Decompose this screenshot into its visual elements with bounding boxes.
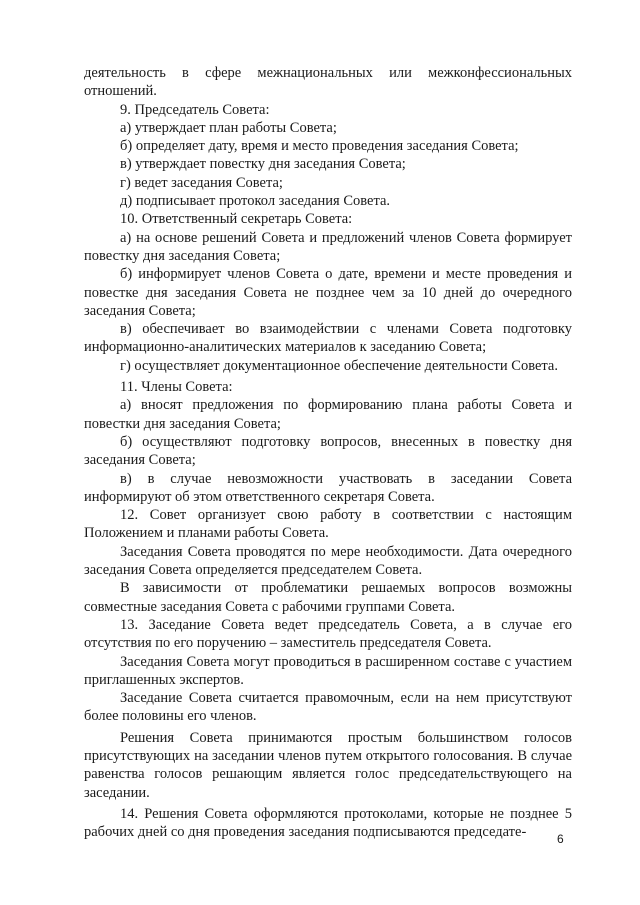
list-item: б) информирует членов Совета о дате, времени и месте проведения и повестке дня заседания Совета не позднее чем за 10 дней до очередного заседания Совета; <box>84 266 572 319</box>
paragraph: Решения Совета принимаются простым большинством голосов присутствующих на заседании членов путем открытого голосования. В случае равенства голосов решающим является голос председательствующего на заседании. <box>84 729 572 801</box>
list-item: г) осуществляет документационное обеспечение деятельности Совета. <box>120 357 558 374</box>
list-item: а) утверждает план работы Совета; <box>120 119 337 136</box>
paragraph: Заседания Совета могут проводиться в расширенном составе с участием приглашенных экспертов. <box>84 653 572 688</box>
paragraph: 12. Совет организует свою работу в соответствии с настоящим Положением и планами работы Совета. <box>84 507 572 542</box>
paragraph: деятельность в сфере межнациональных или межконфессиональных отношений. <box>84 65 572 100</box>
paragraph: В зависимости от проблематики решаемых вопросов возможны совместные заседания Совета с рабочими группами Совета. <box>84 580 572 615</box>
list-item: в) утверждает повестку дня заседания Совета; <box>120 156 406 173</box>
list-item: в) в случае невозможности участвовать в заседании Совета информируют об этом ответственного секретаря Совета. <box>84 470 572 505</box>
list-item: а) на основе решений Совета и предложений членов Совета формирует повестку дня заседания Совета; <box>84 229 572 264</box>
paragraph: Заседание Совета считается правомочным, если на нем присутствуют более половины его членов. <box>84 690 572 725</box>
list-item: д) подписывает протокол заседания Совета. <box>120 193 391 210</box>
paragraph-heading: 10. Ответственный секретарь Совета: <box>120 211 353 228</box>
paragraph: 14. Решения Совета оформляются протоколами, которые не позднее 5 рабочих дней со дня проведения заседания подписываются председате- <box>84 805 572 841</box>
list-item: г) ведет заседания Совета; <box>120 174 283 191</box>
paragraph-heading: 9. Председатель Совета: <box>120 101 270 118</box>
list-item: б) определяет дату, время и место проведения заседания Совета; <box>120 138 519 155</box>
paragraph: 13. Заседание Совета ведет председатель Совета, а в случае его отсутствия по его поручению – заместитель председателя Совета. <box>84 616 572 652</box>
list-item: а) вносят предложения по формированию плана работы Совета и повестки дня заседания Совета; <box>84 397 572 432</box>
document-body <box>84 64 572 841</box>
list-item: в) обеспечивает во взаимодействии с членами Совета подготовку информационно-аналитических материалов к заседанию Совета; <box>84 321 572 356</box>
page-number: 6 <box>557 832 564 846</box>
list-item: б) осуществляют подготовку вопросов, внесенных в повестку дня заседания Совета; <box>84 433 572 469</box>
paragraph-heading: 11. Члены Совета: <box>120 379 233 396</box>
paragraph: Заседания Совета проводятся по мере необходимости. Дата очередного заседания Совета определяется председателем Совета. <box>84 543 572 579</box>
